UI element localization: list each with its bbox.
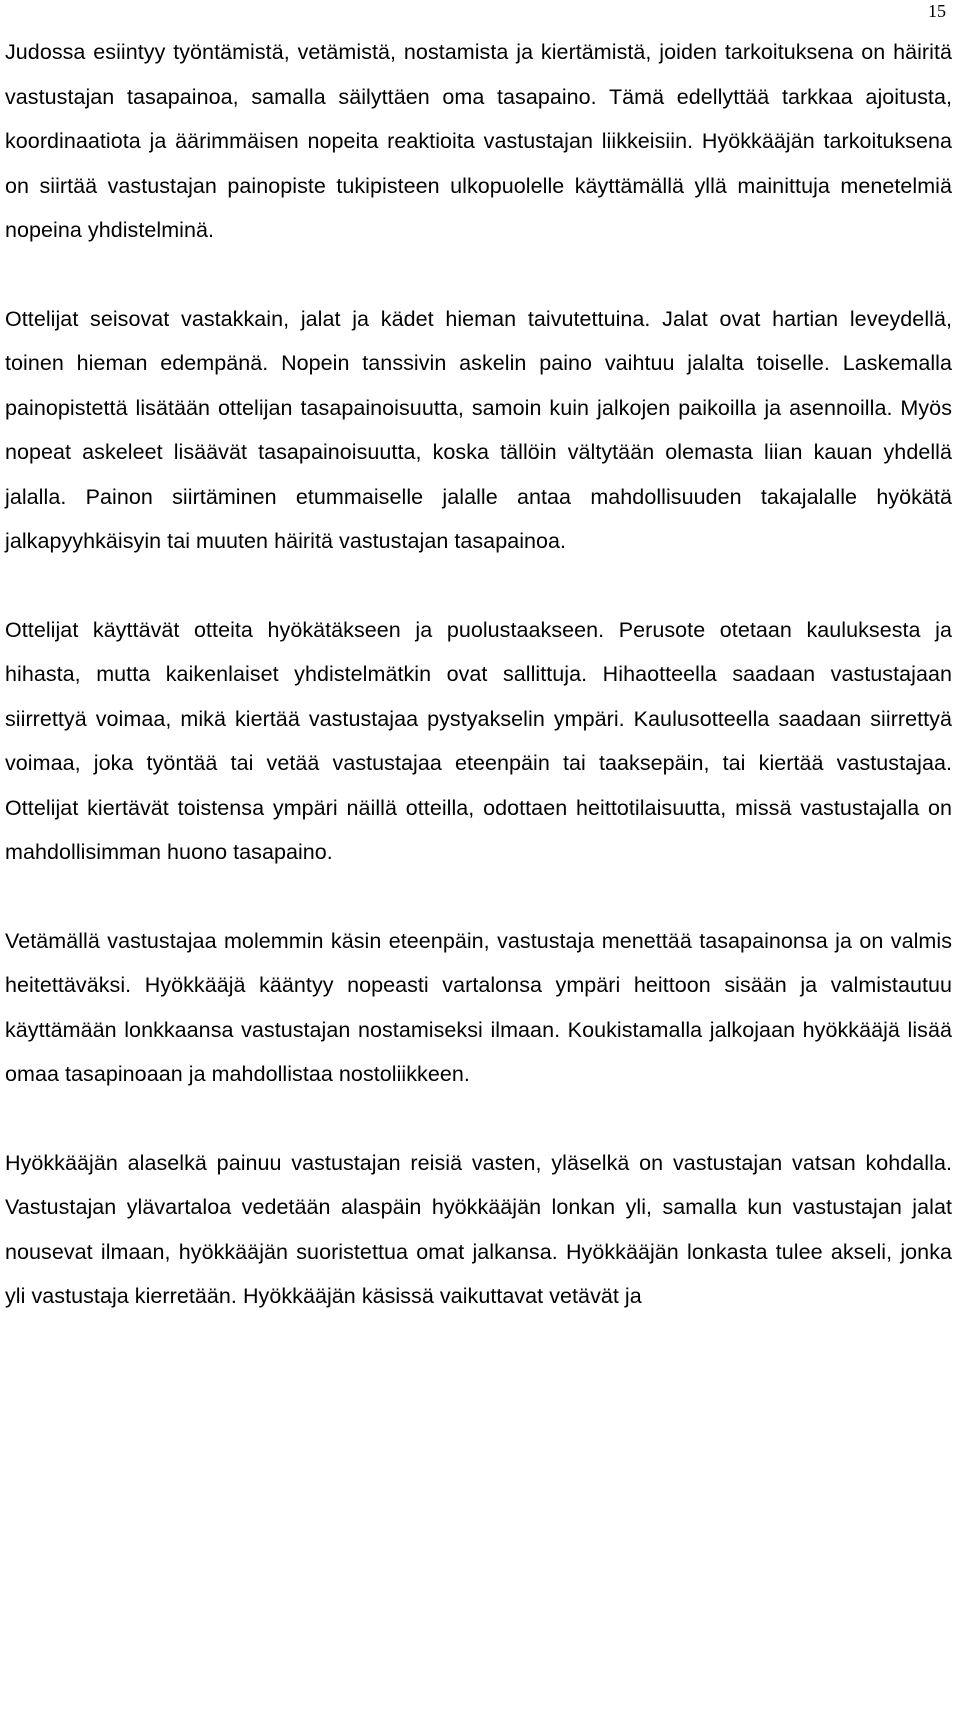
page-number: 15	[928, 1, 946, 21]
paragraph-grips: Ottelijat käyttävät otteita hyökätäkseen ja puolustaakseen. Perusote otetaan kauluksesta ja hihasta, mutta kaikenlaiset yhdistelmätkin ovat sallittuja. Hihaotteella saadaan vastustajaan siirrettyä voimaa, mikä kiertää vastustajaa pystyakselin ympäri. Kaulusotteella saadaan siirrettyä voimaa, joka työntää tai vetää vastustajaa eteenpäin tai taaksepäin, tai kiertää vastustajaa. Ottelijat kiertävät toistensa ympäri näillä otteilla, odottaen heittotilaisuutta, missä vastustajalla on mahdollisimman huono tasapaino.	[5, 617, 952, 864]
paragraph-stance: Ottelijat seisovat vastakkain, jalat ja kädet hieman taivutettuina. Jalat ovat hartian leveydellä, toinen hieman edempänä. Nopein tanssivin askelin paino vaihtuu jalalta toiselle. Laskemalla painopistettä lisätään ottelijan tasapainoisuutta, samoin kuin jalkojen paikoilla ja asennoilla. Myös nopeat askeleet lisäävät tasapainoisuutta, koska tällöin vältytään olemasta liian kauan yhdellä jalalla. Painon siirtäminen etummaiselle jalalle antaa mahdollisuuden takajalalle hyökätä jalkapyyhkäisyin tai muuten häiritä vastustajan tasapainoa.	[5, 306, 952, 553]
paragraph-hip-throw: Hyökkääjän alaselkä painuu vastustajan reisiä vasten, yläselkä on vastustajan vatsan kohdalla. Vastustajan ylävartaloa vedetään alaspäin hyökkääjän lonkan yli, samalla kun vastustajan jalat nousevat ilmaan, hyökkääjän suoristettua omat jalkansa. Hyökkääjän lonkasta tulee akseli, jonka yli vastustaja kierretään. Hyökkääjän käsissä vaikuttavat vetävät ja	[5, 1150, 952, 1308]
paragraph-balance-intro: Judossa esiintyy työntämistä, vetämistä, nostamista ja kiertämistä, joiden tarkoituksena on häiritä vastustajan tasapainoa, samalla säilyttäen oma tasapaino. Tämä edellyttää tarkkaa ajoitusta, koordinaatiota ja äärimmäisen nopeita reaktioita vastustajan liikkeisiin. Hyökkääjän tarkoituksena on siirtää vastustajan painopiste tukipisteen ulkopuolelle käyttämällä yllä mainittuja menetelmiä nopeina yhdistelminä.	[5, 40, 952, 242]
paragraph-throw-entry: Vetämällä vastustajaa molemmin käsin eteenpäin, vastustaja menettää tasapainonsa ja on valmis heitettäväksi. Hyökkääjä kääntyy nopeasti vartalonsa ympäri heittoon sisään ja valmistautuu käyttämään lonkkaansa vastustajan nostamiseksi ilmaan. Koukistamalla jalkojaan hyökkääjä lisää omaa tasapinoaan ja mahdollistaa nostoliikkeen.	[5, 928, 952, 1086]
document-body	[5, 30, 952, 1363]
